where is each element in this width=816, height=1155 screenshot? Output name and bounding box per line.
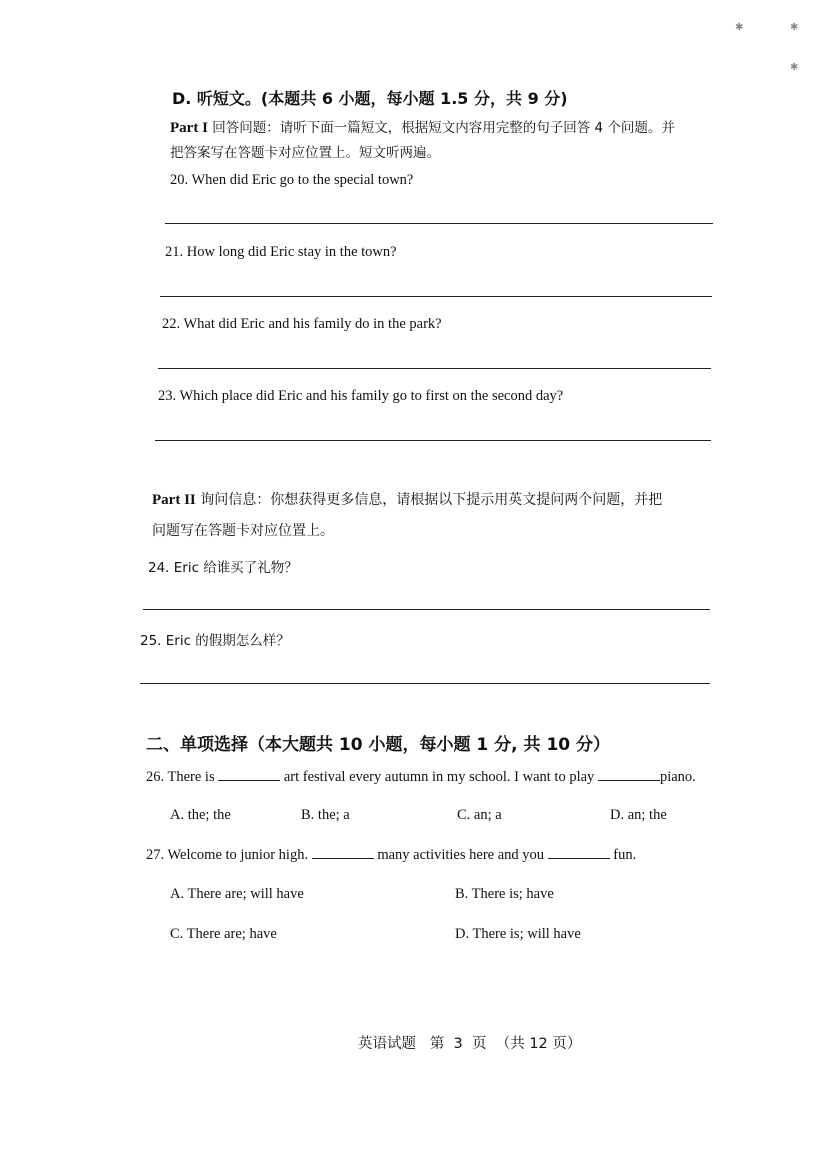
question-23: 23. Which place did Eric and his family go to first on the second day? bbox=[158, 388, 564, 404]
answer-line-20[interactable] bbox=[165, 223, 713, 224]
q27-part-c: fun. bbox=[613, 847, 637, 863]
q27-option-d[interactable]: D. There is; will have bbox=[455, 926, 581, 942]
q26-part-b: art festival every autumn in my school. I want to play bbox=[283, 769, 595, 785]
part1-label: Part I bbox=[170, 120, 208, 136]
part2-instr-line1: 询问信息：你想获得更多信息，请根据以下提示用英文提问两个问题，并把 bbox=[195, 492, 663, 508]
q26-blank-1[interactable] bbox=[218, 768, 280, 781]
q27-option-b[interactable]: B. There is; have bbox=[455, 886, 554, 902]
q26-option-c[interactable]: C. an; a bbox=[457, 807, 502, 823]
prompt-24: 24. Eric 给谁买了礼物？ bbox=[148, 560, 298, 576]
answer-line-21[interactable] bbox=[160, 296, 712, 297]
question-27 bbox=[146, 846, 636, 864]
scan-mark: ✱ bbox=[790, 62, 799, 73]
q26-option-b[interactable]: B. the; a bbox=[301, 807, 350, 823]
answer-line-24[interactable] bbox=[143, 609, 710, 610]
q26-part-c: piano. bbox=[659, 769, 696, 785]
q26-blank-2[interactable] bbox=[598, 768, 660, 781]
answer-line-23[interactable] bbox=[155, 440, 711, 441]
section-d-title: D. 听短文。(本题共 6 小题，每小题 1.5 分，共 9 分) bbox=[172, 89, 568, 108]
q27-blank-1[interactable] bbox=[312, 846, 374, 859]
part2-label: Part II bbox=[152, 492, 196, 508]
answer-line-22[interactable] bbox=[158, 368, 711, 369]
part1-instr-line2: 把答案写在答题卡对应位置上。短文听两遍。 bbox=[170, 145, 440, 161]
q27-option-c[interactable]: C. There are; have bbox=[170, 926, 277, 942]
q26-option-a[interactable]: A. the; the bbox=[170, 807, 231, 823]
q26-part-a: 26. There is bbox=[146, 769, 215, 785]
question-26 bbox=[146, 768, 696, 786]
q27-option-a[interactable]: A. There are; will have bbox=[170, 886, 304, 902]
part2-instructions bbox=[152, 489, 662, 509]
part1-instr-line1: 回答问题：请听下面一篇短文，根据短文内容用完整的句子回答 4 个问题。并 bbox=[207, 120, 675, 136]
scan-mark: ✱ bbox=[735, 22, 744, 33]
prompt-25: 25. Eric 的假期怎么样？ bbox=[140, 633, 290, 649]
q27-blank-2[interactable] bbox=[548, 846, 610, 859]
scan-mark: ✱ bbox=[790, 22, 799, 33]
question-21: 21. How long did Eric stay in the town? bbox=[165, 244, 397, 260]
part2-instr-line2: 问题写在答题卡对应位置上。 bbox=[152, 523, 334, 539]
part1-instructions bbox=[170, 116, 675, 137]
q27-part-a: 27. Welcome to junior high. bbox=[146, 847, 309, 863]
q26-option-d[interactable]: D. an; the bbox=[610, 807, 667, 823]
answer-line-25[interactable] bbox=[140, 683, 710, 684]
page-footer: 英语试题 第 3 页 （共 12 页） bbox=[358, 1036, 582, 1052]
question-20: 20. When did Eric go to the special town? bbox=[170, 172, 414, 188]
question-22: 22. What did Eric and his family do in the park? bbox=[162, 316, 442, 332]
q27-part-b: many activities here and you bbox=[377, 847, 545, 863]
section-2-title: 二、单项选择（本大题共 10 小题，每小题 1 分, 共 10 分） bbox=[146, 735, 611, 755]
